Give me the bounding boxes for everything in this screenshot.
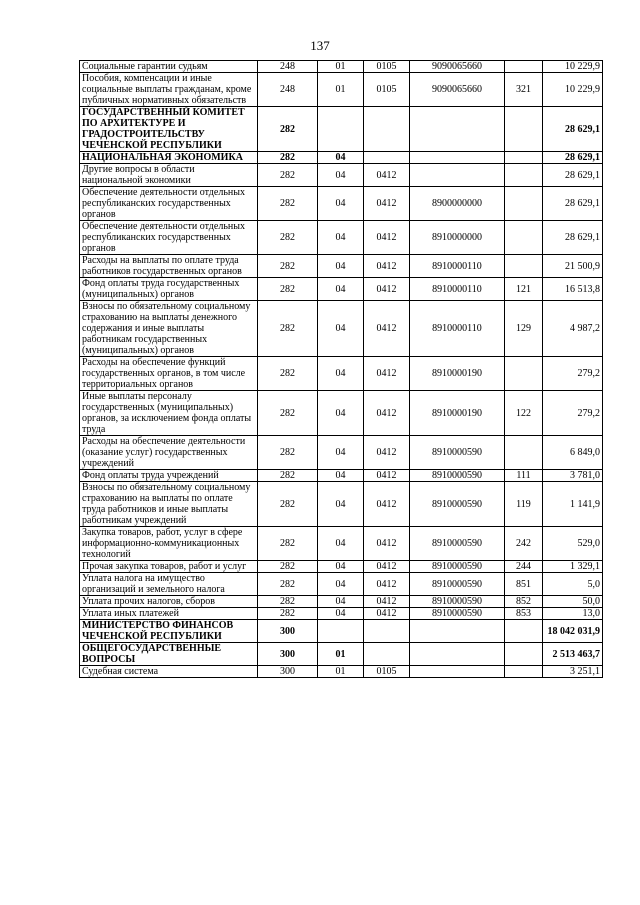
row-csr [410,620,505,643]
row-rz: 01 [318,73,364,107]
row-sum: 1 329,1 [543,561,603,573]
table-row [80,357,603,391]
row-sum: 529,0 [543,527,603,561]
table-row [80,391,603,436]
table-row [80,255,603,278]
budget-table [79,60,603,678]
row-vr [505,221,543,255]
row-prz [364,643,410,666]
row-prz: 0105 [364,73,410,107]
row-rz: 04 [318,164,364,187]
row-rz: 04 [318,608,364,620]
row-name: МИНИСТЕРСТВО ФИНАНСОВ ЧЕЧЕНСКОЙ РЕСПУБЛИКИ [80,620,258,643]
row-vr [505,164,543,187]
row-rz: 01 [318,643,364,666]
row-csr: 9090065660 [410,61,505,73]
row-sum: 10 229,9 [543,61,603,73]
row-sum: 28 629,1 [543,107,603,152]
row-vr: 129 [505,301,543,357]
row-ved: 248 [258,61,318,73]
row-ved: 282 [258,255,318,278]
row-prz: 0412 [364,391,410,436]
row-csr [410,164,505,187]
row-name: Взносы по обязательному социальному страхованию на выплаты по оплате труда работников и иные выплаты работникам учреждений [80,482,258,527]
row-prz: 0412 [364,482,410,527]
row-csr [410,152,505,164]
table-row [80,573,603,596]
row-sum: 5,0 [543,573,603,596]
row-sum: 28 629,1 [543,164,603,187]
row-name: Фонд оплаты труда учреждений [80,470,258,482]
row-name: Взносы по обязательному социальному страхованию на выплаты денежного содержания и иные выплаты работникам государственных (муниципальных) органов [80,301,258,357]
row-vr: 853 [505,608,543,620]
row-rz [318,620,364,643]
row-csr [410,643,505,666]
row-ved: 282 [258,164,318,187]
row-name: Расходы на обеспечение деятельности (оказание услуг) государственных учреждений [80,436,258,470]
row-sum: 28 629,1 [543,152,603,164]
row-sum: 21 500,9 [543,255,603,278]
row-csr: 8910000190 [410,357,505,391]
row-prz: 0412 [364,164,410,187]
row-ved: 282 [258,596,318,608]
row-rz: 04 [318,357,364,391]
table-row [80,620,603,643]
row-prz: 0412 [364,301,410,357]
table-row [80,436,603,470]
row-ved: 282 [258,573,318,596]
row-csr: 8910000590 [410,596,505,608]
row-ved: 282 [258,301,318,357]
row-rz: 04 [318,470,364,482]
table-row [80,527,603,561]
row-ved: 282 [258,221,318,255]
row-csr: 8910000590 [410,436,505,470]
table-row [80,470,603,482]
table-row [80,482,603,527]
row-ved: 282 [258,278,318,301]
row-vr: 242 [505,527,543,561]
row-prz: 0412 [364,278,410,301]
row-ved: 282 [258,436,318,470]
row-prz: 0412 [364,608,410,620]
row-vr [505,357,543,391]
row-ved: 300 [258,620,318,643]
row-sum: 10 229,9 [543,73,603,107]
row-sum: 50,0 [543,596,603,608]
row-ved: 282 [258,561,318,573]
row-prz: 0412 [364,470,410,482]
row-vr [505,620,543,643]
row-rz: 04 [318,482,364,527]
table-row [80,561,603,573]
row-vr [505,666,543,678]
row-vr [505,643,543,666]
row-vr [505,152,543,164]
row-csr: 8910000590 [410,470,505,482]
row-vr: 121 [505,278,543,301]
row-name: Закупка товаров, работ, услуг в сфере информационно-коммуникационных технологий [80,527,258,561]
table-row [80,187,603,221]
row-ved: 282 [258,482,318,527]
table-row [80,152,603,164]
row-vr: 851 [505,573,543,596]
row-sum: 6 849,0 [543,436,603,470]
table-row [80,608,603,620]
row-vr: 122 [505,391,543,436]
row-ved: 282 [258,527,318,561]
row-sum: 3 781,0 [543,470,603,482]
row-rz: 04 [318,278,364,301]
row-vr: 111 [505,470,543,482]
row-sum: 18 042 031,9 [543,620,603,643]
table-row [80,596,603,608]
table-row [80,61,603,73]
row-ved: 282 [258,391,318,436]
row-ved: 300 [258,643,318,666]
row-rz [318,107,364,152]
row-ved: 282 [258,187,318,221]
row-rz: 04 [318,255,364,278]
row-name: Уплата налога на имущество организаций и земельного налога [80,573,258,596]
row-ved: 282 [258,608,318,620]
row-prz: 0412 [364,527,410,561]
row-sum: 3 251,1 [543,666,603,678]
row-csr: 8910000590 [410,482,505,527]
row-rz: 04 [318,596,364,608]
row-rz: 04 [318,221,364,255]
row-prz [364,107,410,152]
row-rz: 04 [318,301,364,357]
row-rz: 04 [318,561,364,573]
row-ved: 282 [258,152,318,164]
row-rz: 01 [318,666,364,678]
row-sum: 28 629,1 [543,221,603,255]
row-name: Обеспечение деятельности отдельных республиканских государственных органов [80,187,258,221]
row-name: Расходы на обеспечение функций государственных органов, в том числе территориальных органов [80,357,258,391]
row-vr: 119 [505,482,543,527]
row-csr: 8910000110 [410,255,505,278]
row-rz: 04 [318,573,364,596]
table-row [80,643,603,666]
row-csr: 8900000000 [410,187,505,221]
row-rz: 04 [318,436,364,470]
row-vr [505,187,543,221]
row-rz: 04 [318,527,364,561]
row-sum: 4 987,2 [543,301,603,357]
row-name: Другие вопросы в области национальной экономики [80,164,258,187]
row-prz: 0105 [364,61,410,73]
table-row [80,221,603,255]
row-name: Фонд оплаты труда государственных (муниципальных) органов [80,278,258,301]
row-name: Расходы на выплаты по оплате труда работников государственных органов [80,255,258,278]
row-csr: 8910000590 [410,573,505,596]
row-prz: 0412 [364,357,410,391]
row-name: ГОСУДАРСТВЕННЫЙ КОМИТЕТ ПО АРХИТЕКТУРЕ И ГРАДОСТРОИТЕЛЬСТВУ ЧЕЧЕНСКОЙ РЕСПУБЛИКИ [80,107,258,152]
row-sum: 279,2 [543,357,603,391]
row-csr: 8910000590 [410,608,505,620]
row-vr: 852 [505,596,543,608]
row-vr: 321 [505,73,543,107]
row-sum: 279,2 [543,391,603,436]
table-row [80,301,603,357]
table-row [80,164,603,187]
row-ved: 282 [258,107,318,152]
row-prz: 0412 [364,187,410,221]
row-csr: 8910000590 [410,561,505,573]
row-name: Судебная система [80,666,258,678]
row-vr [505,436,543,470]
row-ved: 248 [258,73,318,107]
row-prz [364,620,410,643]
row-rz: 04 [318,391,364,436]
row-rz: 01 [318,61,364,73]
row-rz: 04 [318,187,364,221]
row-name: Иные выплаты персоналу государственных (муниципальных) органов, за исключением фонда оплаты труда [80,391,258,436]
row-name: Уплата иных платежей [80,608,258,620]
row-sum: 1 141,9 [543,482,603,527]
row-rz: 04 [318,152,364,164]
row-sum: 28 629,1 [543,187,603,221]
row-csr: 8910000590 [410,527,505,561]
row-vr: 244 [505,561,543,573]
row-prz: 0412 [364,436,410,470]
row-csr: 8910000110 [410,278,505,301]
table-row [80,666,603,678]
row-vr [505,107,543,152]
row-csr: 8910000000 [410,221,505,255]
row-vr [505,255,543,278]
table-row [80,73,603,107]
table-row [80,278,603,301]
row-csr: 8910000190 [410,391,505,436]
row-ved: 282 [258,470,318,482]
row-name: Пособия, компенсации и иные социальные выплаты гражданам, кроме публичных нормативных обязательств [80,73,258,107]
row-prz: 0412 [364,573,410,596]
row-csr: 8910000110 [410,301,505,357]
table-row [80,107,603,152]
row-csr: 9090065660 [410,73,505,107]
row-name: Уплата прочих налогов, сборов [80,596,258,608]
row-prz: 0412 [364,221,410,255]
row-prz: 0412 [364,561,410,573]
row-name: ОБЩЕГОСУДАРСТВЕННЫЕ ВОПРОСЫ [80,643,258,666]
row-name: НАЦИОНАЛЬНАЯ ЭКОНОМИКА [80,152,258,164]
row-prz [364,152,410,164]
row-prz: 0412 [364,255,410,278]
row-prz: 0105 [364,666,410,678]
row-name: Прочая закупка товаров, работ и услуг [80,561,258,573]
page-number: 137 [310,38,330,53]
row-sum: 16 513,8 [543,278,603,301]
row-csr [410,666,505,678]
row-vr [505,61,543,73]
row-name: Обеспечение деятельности отдельных республиканских государственных органов [80,221,258,255]
row-prz: 0412 [364,596,410,608]
row-sum: 13,0 [543,608,603,620]
row-csr [410,107,505,152]
row-ved: 300 [258,666,318,678]
row-sum: 2 513 463,7 [543,643,603,666]
row-ved: 282 [258,357,318,391]
row-name: Социальные гарантии судьям [80,61,258,73]
